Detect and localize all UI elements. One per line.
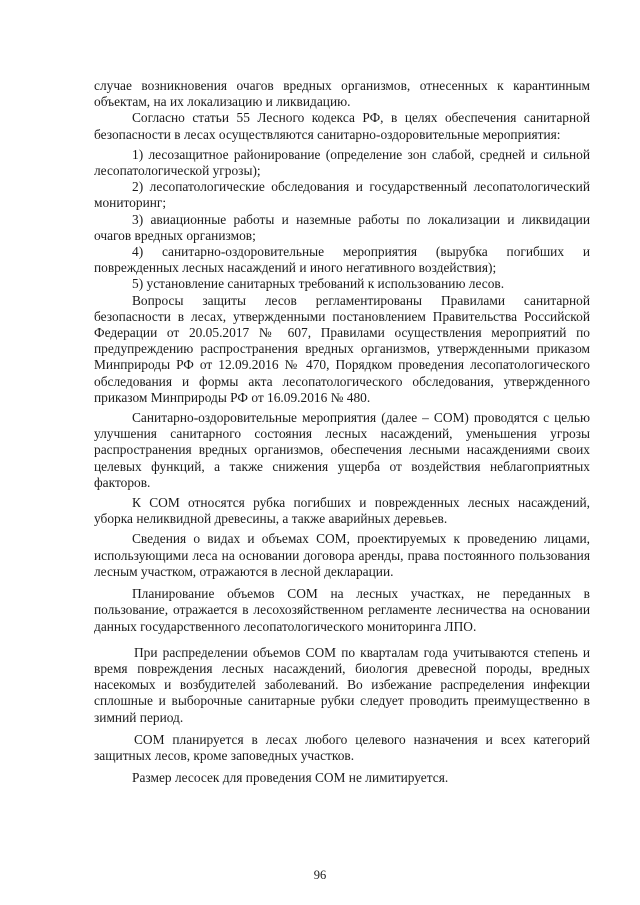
list-item-1: 1) лесозащитное районирование (определение зон слабой, средней и сильной лесопатологической угрозы); — [94, 146, 590, 179]
paragraph-som-forests: СОМ планируется в лесах любого целевого назначения и всех категорий защитных лесов, кроме заповедных участков. — [94, 731, 590, 763]
list-item-3: 3) авиационные работы и наземные работы по локализации и ликвидации очагов вредных организмов; — [94, 211, 590, 243]
paragraph-regulations: Вопросы защиты лесов регламентированы Правилами санитарной безопасности в лесах, утвержденными постановлением Правительства Российской Федерации от 20.05.2017 № 607, Правилами осуществления мероприятий по предупреждению распространения вредных организмов, утвержденными приказом Минприроды РФ от 12.09.2016 № 470, Порядком проведения лесопатологического обследования и формы акта лесопатологического обследования, утвержденного приказом Минприроды РФ от 16.09.2016 № 480. — [94, 292, 590, 405]
paragraph-som-types: К СОМ относятся рубка погибших и поврежденных лесных насаждений, уборка неликвидной древесины, а также аварийных деревьев. — [94, 495, 590, 527]
list-item-2: 2) лесопатологические обследования и государственный лесопатологический мониторинг; — [94, 179, 590, 211]
paragraph-som-definition: Санитарно-оздоровительные мероприятия (далее – СОМ) проводятся с целью улучшения санитарного состояния лесных насаждений, уменьшения угрозы распространения вредных организмов, обеспечения лесными насаждениями своих целевых функций, а также снижения ущерба от воздействия неблагоприятных факторов. — [94, 410, 590, 490]
paragraph-1: случае возникновения очагов вредных организмов, отнесенных к карантинным объектам, на их локализацию и ликвидацию. — [94, 78, 590, 110]
list-item-5: 5) установление санитарных требований к использованию лесов. — [132, 276, 505, 292]
paragraph-som-distribution: При распределении объемов СОМ по кварталам года учитываются степень и время повреждения лесных насаждений, биология древесной породы, вредных насекомых и возбудителей заболеваний. Во избежание распределения инфекции сплошные и выборочные санитарные рубки следует проводить преимущественно в зимний период. — [94, 644, 590, 725]
paragraph-som-declaration: Сведения о видах и объемах СОМ, проектируемых к проведению лицами, использующими леса на основании договора аренды, права постоянного пользования лесным участком, отражаются в лесной декларации. — [94, 531, 590, 579]
page-number: 96 — [313, 868, 327, 882]
paragraph-som-planning: Планирование объемов СОМ на лесных участках, не переданных в пользование, отражается в лесохозяйственном регламенте лесничества на основании данных государственного лесопатологического мониторинга ЛПО. — [94, 586, 590, 634]
paragraph-2: Согласно статьи 55 Лесного кодекса РФ, в целях обеспечения санитарной безопасности в лесах осуществляются санитарно-оздоровительные мероприятия: — [94, 110, 590, 142]
list-item-4: 4) санитарно-оздоровительные мероприятия (вырубка погибших и поврежденных лесных насаждений и иного негативного воздействия); — [94, 244, 590, 276]
paragraph-som-size: Размер лесосек для проведения СОМ не лимитируется. — [132, 770, 449, 786]
document-page — [94, 78, 590, 786]
